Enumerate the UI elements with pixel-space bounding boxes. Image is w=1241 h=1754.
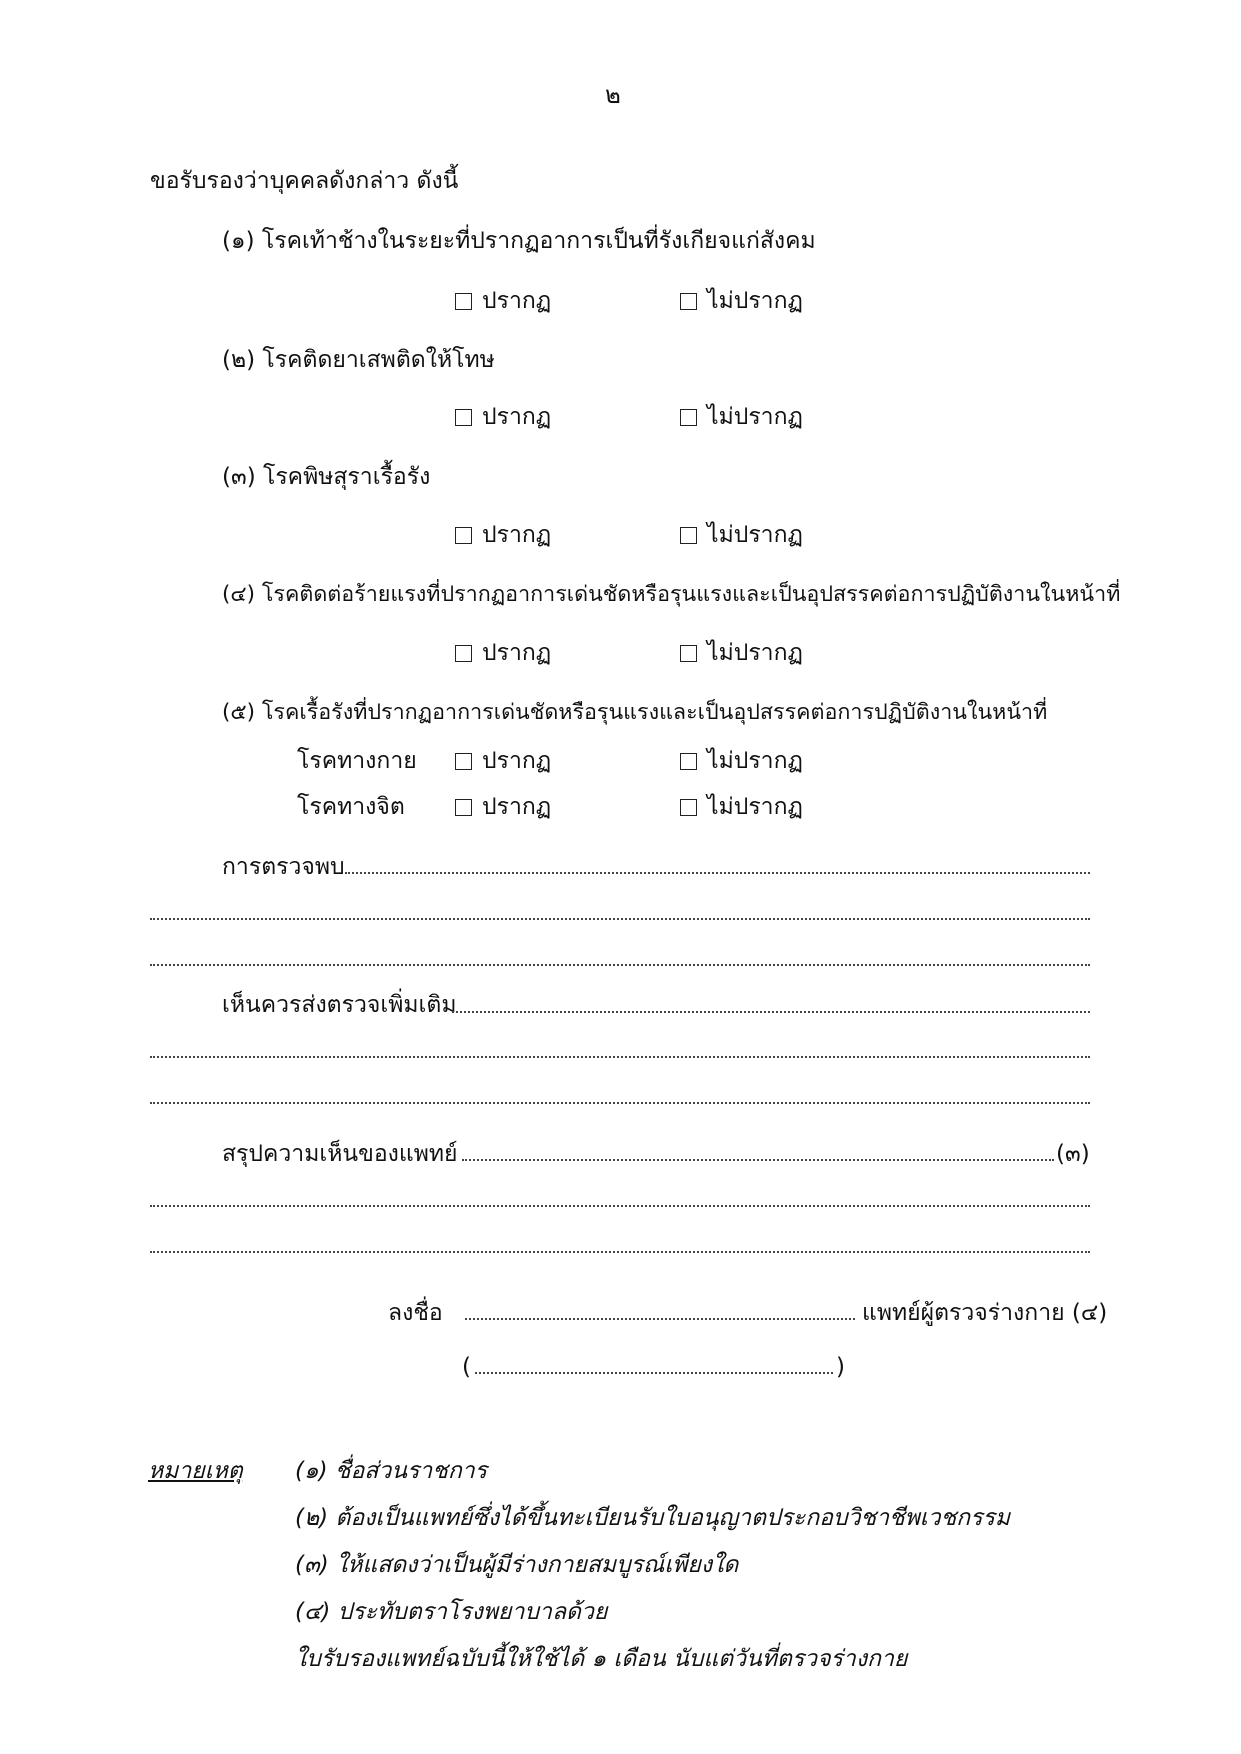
findings-field[interactable] [345,872,1090,874]
further-exam-field-line-3[interactable] [150,1102,1090,1104]
doctor-opinion-field-line-2[interactable] [150,1205,1090,1207]
note-validity: ใบรับรองแพทย์ฉบับนี้ให้ใช้ได้ ๑ เดือน นับแต่วันที่ตรวจร่างกาย [295,1646,908,1672]
mental-yes-option[interactable] [455,792,551,822]
option-label: ไม่ปรากฏ [707,748,803,774]
findings-field-line-2[interactable] [150,918,1090,920]
signature-field[interactable] [465,1318,855,1320]
page-number: ๒ [605,81,621,109]
sign-label: ลงชื่อ [388,1300,443,1326]
checkbox-icon[interactable] [680,527,697,544]
disease-5-title: (๕) โรคเรื้อรังที่ปรากฏอาการเด่นชัดหรือรุนแรงและเป็นอุปสรรคต่อการปฏิบัติงานในหน้าที่ [222,700,1048,725]
printed-name-field[interactable] [475,1372,833,1374]
paren-open: ( [462,1354,471,1380]
note-2: (๒) ต้องเป็นแพทย์ซึ่งได้ขึ้นทะเบียนรับใบอนุญาตประกอบวิชาชีพเวชกรรม [295,1505,1010,1531]
disease-2-no-option[interactable] [680,402,803,432]
physical-no-option[interactable] [680,746,803,776]
disease-4-title: (๔) โรคติดต่อร้ายแรงที่ปรากฏอาการเด่นชัดหรือรุนแรงและเป็นอุปสรรคต่อการปฏิบัติงานในหน้าที่ [222,582,1121,607]
checkbox-icon[interactable] [455,409,472,426]
option-label: ปรากฏ [482,640,552,666]
note-1: (๑) ชื่อส่วนราชการ [295,1458,488,1484]
paren-close: ) [836,1354,845,1380]
further-exam-field-line-2[interactable] [150,1056,1090,1058]
checkbox-icon[interactable] [455,645,472,662]
checkbox-icon[interactable] [680,799,697,816]
option-label: ไม่ปรากฏ [707,288,803,314]
findings-label: การตรวจพบ [222,854,345,880]
note-4: (๔) ประทับตราโรงพยาบาลด้วย [295,1599,608,1625]
checkbox-icon[interactable] [455,799,472,816]
disease-4-no-option[interactable] [680,638,803,668]
disease-1-yes-option[interactable] [455,286,551,316]
checkbox-icon[interactable] [680,293,697,310]
disease-3-no-option[interactable] [680,520,803,550]
option-label: ปรากฏ [482,288,552,314]
further-exam-field[interactable] [452,1011,1090,1013]
doctor-role-label: แพทย์ผู้ตรวจร่างกาย (๔) [862,1300,1108,1326]
checkbox-icon[interactable] [680,753,697,770]
option-label: ไม่ปรากฏ [707,794,803,820]
disease-4-yes-option[interactable] [455,638,551,668]
doctor-opinion-field[interactable] [462,1159,1054,1161]
option-label: ปรากฏ [482,522,552,548]
mental-disease-label: โรคทางจิต [297,794,405,820]
notes-label: หมายเหตุ [148,1458,243,1484]
doctor-opinion-field-line-3[interactable] [150,1251,1090,1253]
disease-3-yes-option[interactable] [455,520,551,550]
findings-field-line-3[interactable] [150,964,1090,966]
option-label: ไม่ปรากฏ [707,522,803,548]
disease-1-title: (๑) โรคเท้าช้างในระยะที่ปรากฏอาการเป็นที่รังเกียจแก่สังคม [222,228,816,254]
mental-no-option[interactable] [680,792,803,822]
intro-text: ขอรับรองว่าบุคคลดังกล่าว ดังนี้ [150,168,459,194]
disease-3-title: (๓) โรคพิษสุราเรื้อรัง [222,464,431,490]
checkbox-icon[interactable] [680,645,697,662]
option-label: ไม่ปรากฏ [707,404,803,430]
opinion-ref: (๓) [1056,1141,1090,1167]
disease-2-yes-option[interactable] [455,402,551,432]
further-exam-label: เห็นควรส่งตรวจเพิ่มเติม [222,992,457,1018]
physical-yes-option[interactable] [455,746,551,776]
checkbox-icon[interactable] [680,409,697,426]
physical-disease-label: โรคทางกาย [297,748,417,774]
checkbox-icon[interactable] [455,753,472,770]
option-label: ปรากฏ [482,404,552,430]
option-label: ปรากฏ [482,748,552,774]
disease-1-no-option[interactable] [680,286,803,316]
doctor-opinion-label: สรุปความเห็นของแพทย์ [222,1141,458,1167]
disease-2-title: (๒) โรคติดยาเสพติดให้โทษ [222,347,495,373]
option-label: ไม่ปรากฏ [707,640,803,666]
option-label: ปรากฏ [482,794,552,820]
checkbox-icon[interactable] [455,293,472,310]
checkbox-icon[interactable] [455,527,472,544]
note-3: (๓) ให้แสดงว่าเป็นผู้มีร่างกายสมบูรณ์เพียงใด [295,1552,739,1578]
